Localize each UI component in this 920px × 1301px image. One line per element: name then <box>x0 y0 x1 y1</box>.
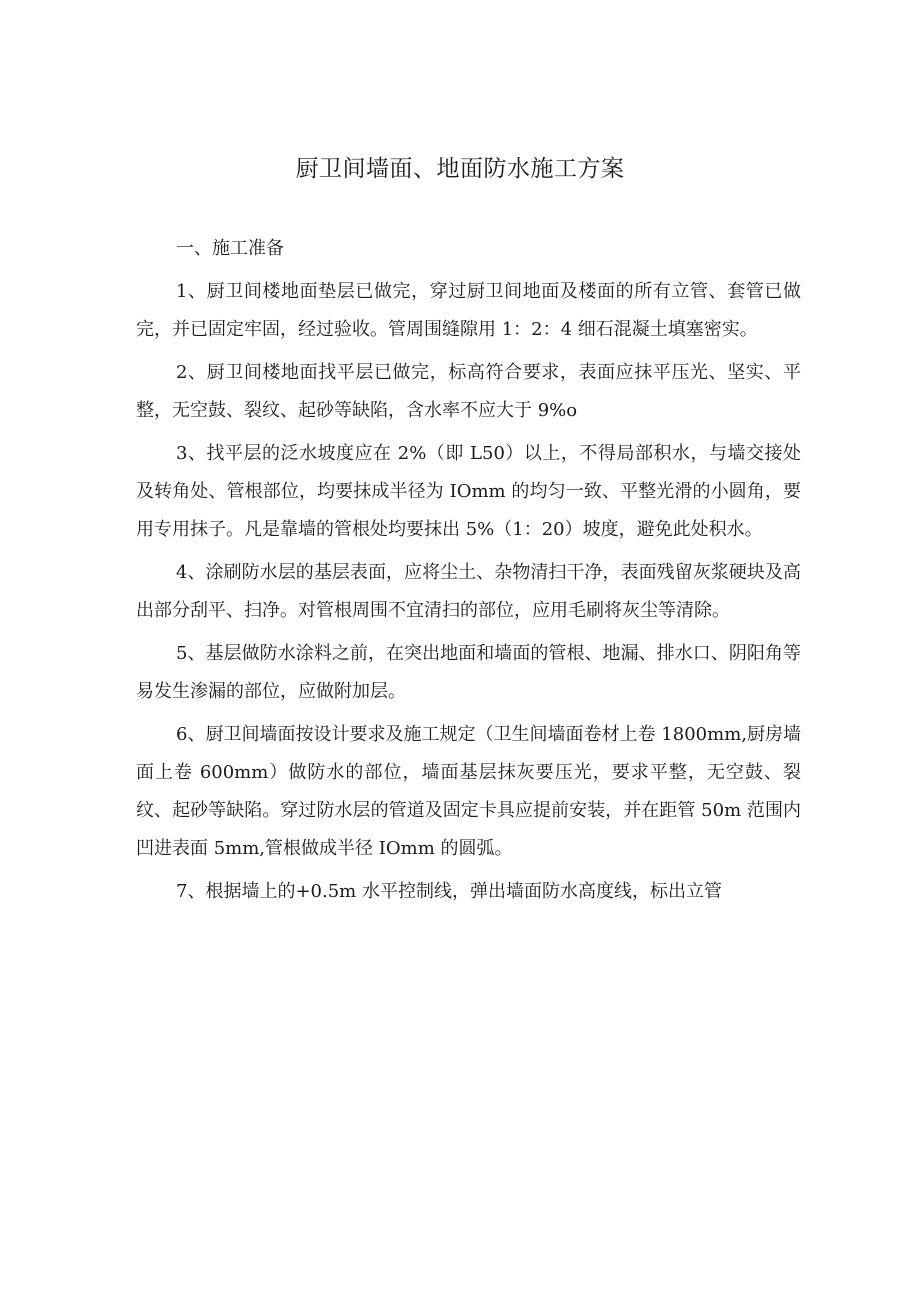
paragraph-1: 1、厨卫间楼地面垫层已做完，穿过厨卫间地面及楼面的所有立管、套管已做完，并已固定牢固，经过验收。管周围缝隙用 1：2：4 细石混凝土填塞密实。 <box>136 281 801 340</box>
paragraph-3: 3、找平层的泛水坡度应在 2%（即 L50）以上，不得局部积水，与墙交接处及转角处、管根部位，均要抹成半径为 IOmm 的均匀一致、平整光滑的小圆角，要用专用抹子。凡是靠墙的管根处均要抹出 5%（1：20）坡度，避免此处积水。 <box>136 443 801 540</box>
paragraph-5: 5、基层做防水涂料之前，在突出地面和墙面的管根、地漏、排水口、阴阳角等易发生渗漏的部位，应做附加层。 <box>136 643 801 702</box>
document-body <box>136 230 801 916</box>
paragraph-6: 6、厨卫间墙面按设计要求及施工规定（卫生间墙面卷材上卷 1800mm,厨房墙面上卷 600mm）做防水的部位，墙面基层抹灰要压光，要求平整，无空鼓、裂纹、起砂等缺陷。穿过防水层的管道及固定卡具应提前安装，并在距管 50m 范围内凹进表面 5mm,管根做成半径 IOmm 的圆弧。 <box>136 724 801 859</box>
paragraph-2: 2、厨卫间楼地面找平层已做完，标高符合要求，表面应抹平压光、坚实、平整，无空鼓、裂纹、起砂等缺陷，含水率不应大于 9%o <box>136 362 801 421</box>
section-heading: 一、施工准备 <box>176 238 284 259</box>
paragraph-4: 4、涂刷防水层的基层表面，应将尘土、杂物清扫干净，表面残留灰浆硬块及高出部分刮平、扫净。对管根周围不宜清扫的部位，应用毛刷将灰尘等清除。 <box>136 562 801 621</box>
paragraph-7: 7、根据墙上的+0.5m 水平控制线，弹出墙面防水高度线，标出立管 <box>176 881 722 902</box>
document-title: 厨卫间墙面、地面防水施工方案 <box>295 156 625 182</box>
